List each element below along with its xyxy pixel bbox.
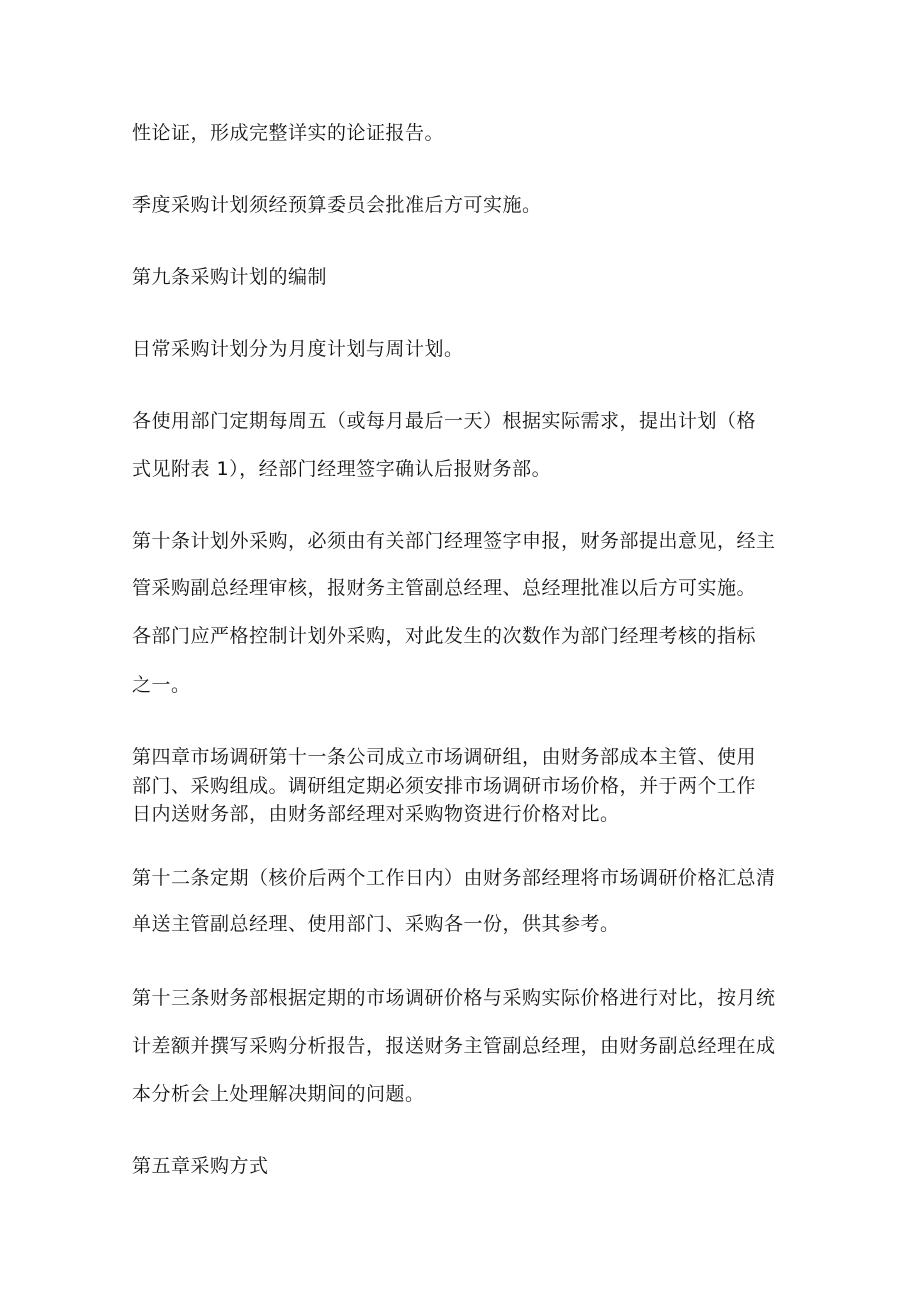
text-line: 管采购副总经理审核，报财务主管副总经理、总经理批准以后方可实施。: [132, 577, 757, 599]
section-heading: 第九条采购计划的编制: [132, 266, 328, 288]
text-line: 季度采购计划须经预算委员会批准后方可实施。: [132, 194, 542, 216]
text-line: 之一。: [132, 674, 191, 696]
text-line: 性论证，形成完整详实的论证报告。: [132, 122, 445, 144]
text-line: 日内送财务部，由财务部经理对采购物资进行价格对比。: [132, 803, 620, 825]
text-line: 式见附表 1），经部门经理签字确认后报财务部。: [132, 458, 552, 480]
text-line: 计差额并撰写采购分析报告，报送财务主管副总经理，由财务副总经理在成: [132, 1035, 776, 1057]
text-line: 第十条计划外采购，必须由有关部门经理签字申报，财务部提出意见，经主: [132, 530, 776, 552]
text-line: 本分析会上处理解决期间的问题。: [132, 1083, 425, 1105]
text-line: 各使用部门定期每周五（或每月最后一天）根据实际需求，提出计划（格: [132, 410, 757, 432]
text-line: 日常采购计划分为月度计划与周计划。: [132, 338, 464, 360]
text-line: 部门、采购组成。调研组定期必须安排市场调研市场价格，并于两个工作: [132, 775, 757, 797]
text-line: 单送主管副总经理、使用部门、采购各一份，供其参考。: [132, 913, 620, 935]
section-heading: 第五章采购方式: [132, 1155, 269, 1177]
text-line: 第四章市场调研第十一条公司成立市场调研组，由财务部成本主管、使用: [132, 746, 757, 768]
text-line: 各部门应严格控制计划外采购，对此发生的次数作为部门经理考核的指标: [132, 625, 757, 647]
text-line: 第十二条定期（核价后两个工作日内）由财务部经理将市场调研价格汇总清: [132, 867, 776, 889]
text-line: 第十三条财务部根据定期的市场调研价格与采购实际价格进行对比，按月统: [132, 987, 776, 1009]
